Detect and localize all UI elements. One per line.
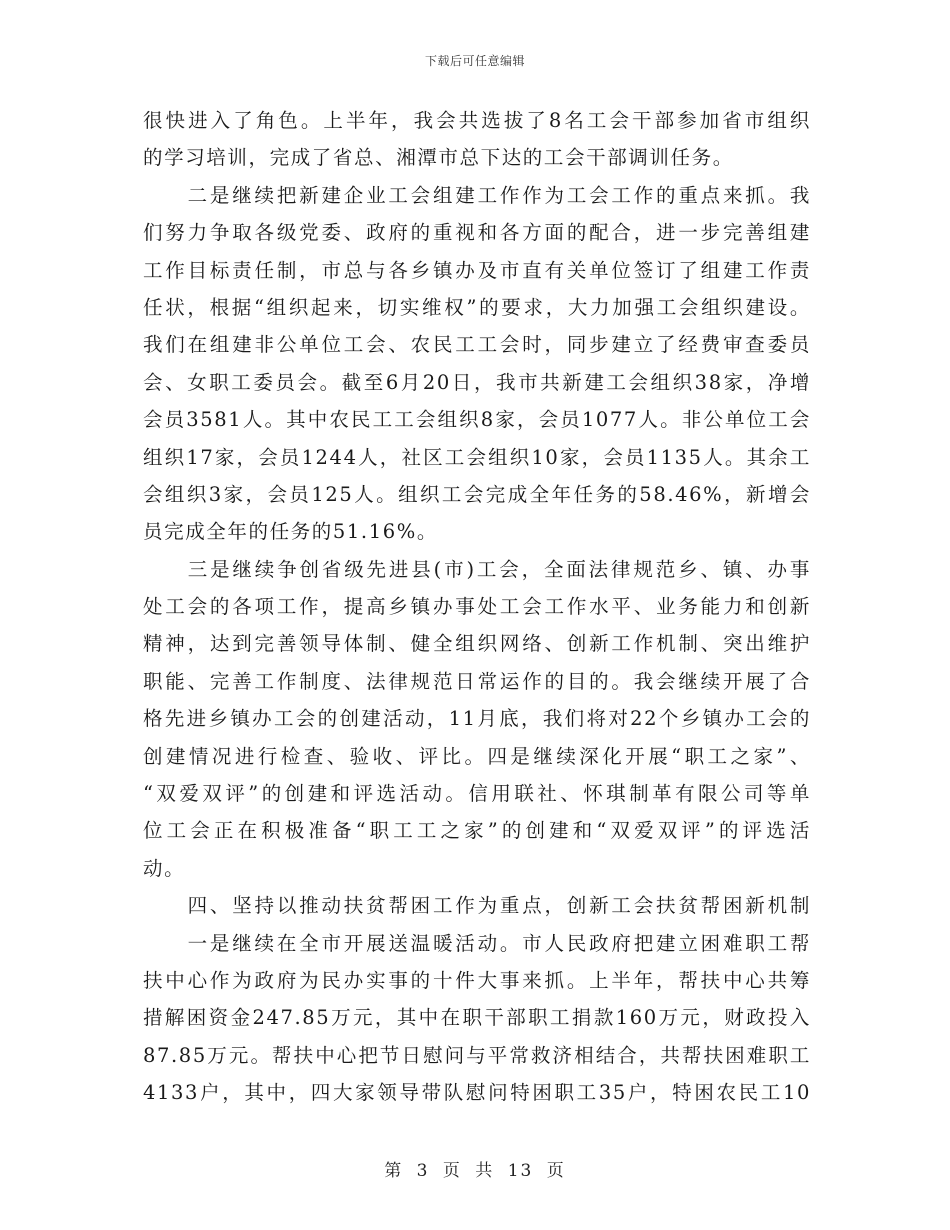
text-line: 工作目标责任制，市总与各乡镇办及市直有关单位签订了组建工作责 xyxy=(143,258,811,282)
text-line: 格先进乡镇办工会的创建活动，11月底，我们将对22个乡镇办工会的 xyxy=(143,707,811,731)
text-line: 处工会的各项工作，提高乡镇办事处工会工作水平、业务能力和创新 xyxy=(143,595,811,619)
document-body xyxy=(143,102,811,1112)
text-line: 四、坚持以推动扶贫帮困工作为重点，创新工会扶贫帮困新机制 xyxy=(143,894,811,918)
text-line: 位工会正在积极准备“职工工之家”的创建和“双爱双评”的评选活 xyxy=(143,819,811,843)
text-line: 扶中心作为政府为民办实事的十件大事来抓。上半年，帮扶中心共筹 xyxy=(143,968,811,992)
text-line: 动。 xyxy=(143,856,186,880)
text-line: “双爱双评”的创建和评选活动。信用联社、怀琪制革有限公司等单 xyxy=(143,782,811,806)
text-line: 很快进入了角色。上半年，我会共选拔了8名工会干部参加省市组织 xyxy=(143,109,811,132)
text-line: 三是继续争创省级先进县(市)工会，全面法律规范乡、镇、办事 xyxy=(143,557,811,581)
text-line: 措解困资金247.85万元，其中在职干部职工捐款160万元，财政投入 xyxy=(143,1006,811,1030)
text-line: 一是继续在全市开展送温暖活动。市人民政府把建立困难职工帮 xyxy=(143,931,811,955)
text-line: 的学习培训，完成了省总、湘潭市总下达的工会干部调训任务。 xyxy=(143,146,734,170)
text-line: 职能、完善工作制度、法律规范日常运作的目的。我会继续开展了合 xyxy=(143,669,811,693)
text-line: 会、女职工委员会。截至6月20日，我市共新建工会组织38家，净增 xyxy=(143,370,811,394)
text-line: 二是继续把新建企业工会组建工作作为工会工作的重点来抓。我 xyxy=(143,183,811,207)
text-line: 会员3581人。其中农民工工会组织8家，会员1077人。非公单位工会 xyxy=(143,408,811,432)
text-line: 任状，根据“组织起来，切实维权”的要求，大力加强工会组织建设。 xyxy=(143,295,811,319)
text-line: 精神，达到完善领导体制、健全组织网络、创新工作机制、突出维护 xyxy=(143,632,811,656)
text-line: 员完成全年的任务的51.16%。 xyxy=(143,520,438,544)
text-line: 创建情况进行检查、验收、评比。四是继续深化开展“职工之家”、 xyxy=(143,744,811,768)
text-line: 4133户，其中，四大家领导带队慰问特困职工35户，特困农民工10 xyxy=(143,1081,811,1105)
text-line: 会组织3家，会员125人。组织工会完成全年任务的58.46%，新增会 xyxy=(143,482,811,506)
page-header: 下载后可任意编辑 xyxy=(424,54,525,68)
text-line: 组织17家，会员1244人，社区工会组织10家，会员1135人。其余工 xyxy=(143,445,811,469)
text-line: 们努力争取各级党委、政府的重视和各方面的配合，进一步完善组建 xyxy=(143,221,811,245)
text-line: 87.85万元。帮扶中心把节日慰问与平常救济相结合，共帮扶困难职工 xyxy=(143,1043,811,1067)
text-line: 我们在组建非公单位工会、农民工工会时，同步建立了经费审查委员 xyxy=(143,333,811,357)
page-number-footer: 第 3 页 共 13 页 xyxy=(384,1161,566,1181)
